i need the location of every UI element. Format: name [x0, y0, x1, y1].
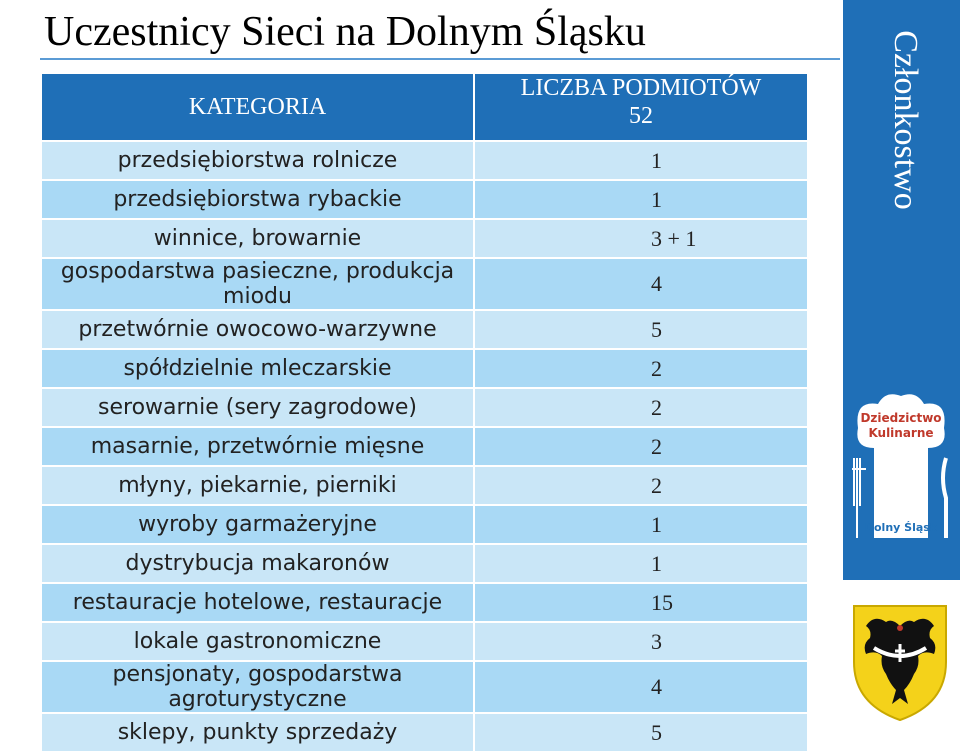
header-category: KATEGORIA: [41, 73, 474, 141]
dziedzictwo-kulinarne-logo: [848, 388, 954, 556]
row-count: 5: [474, 310, 808, 349]
row-category: przetwórnie owocowo-warzywne: [41, 310, 474, 349]
coat-of-arms: [852, 604, 948, 722]
row-category: lokale gastronomiczne: [41, 622, 474, 661]
row-category: gospodarstwa pasieczne, produkcja miodu: [41, 258, 474, 310]
row-category: przedsiębiorstwa rybackie: [41, 180, 474, 219]
table-row: [41, 661, 808, 713]
row-category: dystrybucja makaronów: [41, 544, 474, 583]
table-row: [41, 713, 808, 752]
row-count: 2: [474, 388, 808, 427]
row-category: pensjonaty, gospodarstwa agroturystyczne: [41, 661, 474, 713]
row-category: spółdzielnie mleczarskie: [41, 349, 474, 388]
table-row: [41, 349, 808, 388]
table-row: [41, 544, 808, 583]
row-category: serowarnie (sery zagrodowe): [41, 388, 474, 427]
table-row: [41, 583, 808, 622]
row-category: restauracje hotelowe, restauracje: [41, 583, 474, 622]
logo-text-line1: Dziedzictwo: [860, 411, 942, 425]
table-header-row: [41, 73, 808, 141]
row-category: sklepy, punkty sprzedaży: [41, 713, 474, 752]
table-row: [41, 388, 808, 427]
row-count: 1: [474, 505, 808, 544]
row-category: wyroby garmażeryjne: [41, 505, 474, 544]
row-count: 1: [474, 544, 808, 583]
table-row: [41, 427, 808, 466]
row-count: 15: [474, 583, 808, 622]
row-count: 1: [474, 180, 808, 219]
row-count: 3: [474, 622, 808, 661]
row-count: 2: [474, 349, 808, 388]
table-row: [41, 505, 808, 544]
row-count: 5: [474, 713, 808, 752]
row-category: winnice, browarnie: [41, 219, 474, 258]
side-banner-label: Członkostwo: [887, 30, 924, 210]
table-row: [41, 310, 808, 349]
table-row: [41, 622, 808, 661]
table-row: [41, 180, 808, 219]
row-count: 2: [474, 466, 808, 505]
row-count: 4: [474, 258, 808, 310]
table-row: [41, 219, 808, 258]
row-count: 4: [474, 661, 808, 713]
row-category: masarnie, przetwórnie mięsne: [41, 427, 474, 466]
header-count: [474, 73, 808, 141]
row-category: młyny, piekarnie, pierniki: [41, 466, 474, 505]
table-row: [41, 141, 808, 180]
table-row: [41, 258, 808, 310]
row-count: 2: [474, 427, 808, 466]
members-table: [40, 72, 809, 753]
row-count: 1: [474, 141, 808, 180]
logo-region-text: Dolny Śląsk: [864, 521, 938, 534]
title-divider: [40, 58, 840, 60]
row-category: przedsiębiorstwa rolnicze: [41, 141, 474, 180]
table-row: [41, 466, 808, 505]
row-count: 3 + 1: [474, 219, 808, 258]
header-total: 52: [629, 103, 653, 129]
page-title: Uczestnicy Sieci na Dolnym Śląsku: [44, 9, 646, 55]
header-count-label: LICZBA PODMIOTÓW: [520, 75, 762, 101]
logo-text-line2: Kulinarne: [868, 426, 934, 440]
